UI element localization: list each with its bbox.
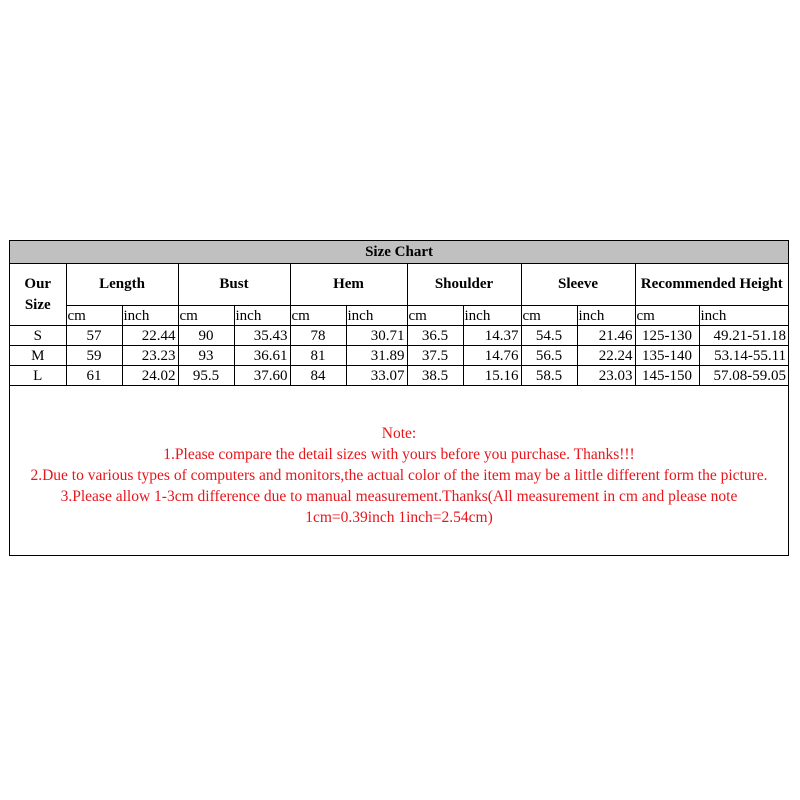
table-cell: 36.5 (407, 326, 463, 346)
unit-cm: cm (521, 306, 577, 326)
table-cell: 14.76 (463, 346, 521, 366)
table-cell: 93 (178, 346, 234, 366)
unit-cm: cm (290, 306, 346, 326)
size-chart-table (10, 241, 788, 386)
unit-inch: inch (346, 306, 407, 326)
size-label: L (10, 366, 66, 386)
group-header-row (10, 264, 788, 306)
table-cell: 78 (290, 326, 346, 346)
table-cell: 57.08-59.05 (699, 366, 788, 386)
unit-cm: cm (635, 306, 699, 326)
table-cell: 33.07 (346, 366, 407, 386)
note-line-4: 1cm=0.39inch 1inch=2.54cm) (305, 509, 493, 526)
group-header-shoulder: Shoulder (407, 264, 521, 306)
table-cell: 31.89 (346, 346, 407, 366)
table-cell: 21.46 (577, 326, 635, 346)
table-cell: 61 (66, 366, 122, 386)
table-cell: 125-130 (635, 326, 699, 346)
table-cell: 57 (66, 326, 122, 346)
group-header-length: Length (66, 264, 178, 306)
note-line-1: 1.Please compare the detail sizes with yours before you purchase. Thanks!!! (163, 446, 635, 463)
table-cell: 135-140 (635, 346, 699, 366)
size-column-header: Our Size (10, 264, 66, 326)
table-cell: 84 (290, 366, 346, 386)
table-cell: 23.03 (577, 366, 635, 386)
table-cell: 59 (66, 346, 122, 366)
group-header-recommended-height: Recommended Height (635, 264, 788, 306)
group-header-bust: Bust (178, 264, 290, 306)
table-cell: 90 (178, 326, 234, 346)
table-row-l (10, 366, 788, 386)
unit-cm: cm (178, 306, 234, 326)
unit-cm: cm (407, 306, 463, 326)
unit-inch: inch (122, 306, 178, 326)
unit-inch: inch (699, 306, 788, 326)
table-cell: 56.5 (521, 346, 577, 366)
size-label: S (10, 326, 66, 346)
table-cell: 58.5 (521, 366, 577, 386)
table-cell: 14.37 (463, 326, 521, 346)
table-cell: 81 (290, 346, 346, 366)
table-cell: 38.5 (407, 366, 463, 386)
table-cell: 37.5 (407, 346, 463, 366)
table-cell: 30.71 (346, 326, 407, 346)
unit-cm: cm (66, 306, 122, 326)
table-cell: 22.24 (577, 346, 635, 366)
size-chart-sheet (9, 240, 789, 556)
unit-inch: inch (234, 306, 290, 326)
table-cell: 24.02 (122, 366, 178, 386)
table-cell: 54.5 (521, 326, 577, 346)
table-cell: 49.21-51.18 (699, 326, 788, 346)
table-cell: 145-150 (635, 366, 699, 386)
unit-header-row (10, 306, 788, 326)
unit-inch: inch (577, 306, 635, 326)
table-cell: 15.16 (463, 366, 521, 386)
table-cell: 37.60 (234, 366, 290, 386)
table-cell: 22.44 (122, 326, 178, 346)
table-cell: 36.61 (234, 346, 290, 366)
table-title: Size Chart (10, 241, 788, 264)
size-label: M (10, 346, 66, 366)
table-cell: 23.23 (122, 346, 178, 366)
table-row-s (10, 326, 788, 346)
title-row (10, 241, 788, 264)
table-row-m (10, 346, 788, 366)
note-heading: Note: (381, 425, 417, 442)
group-header-sleeve: Sleeve (521, 264, 635, 306)
note-line-2: 2.Due to various types of computers and monitors,the actual color of the item may be a little different form the picture. (30, 467, 768, 484)
table-cell: 95.5 (178, 366, 234, 386)
notes-section (10, 423, 788, 528)
note-line-3: 3.Please allow 1-3cm difference due to manual measurement.Thanks(All measurement in cm and please note (60, 488, 738, 505)
table-cell: 35.43 (234, 326, 290, 346)
group-header-hem: Hem (290, 264, 407, 306)
unit-inch: inch (463, 306, 521, 326)
table-cell: 53.14-55.11 (699, 346, 788, 366)
